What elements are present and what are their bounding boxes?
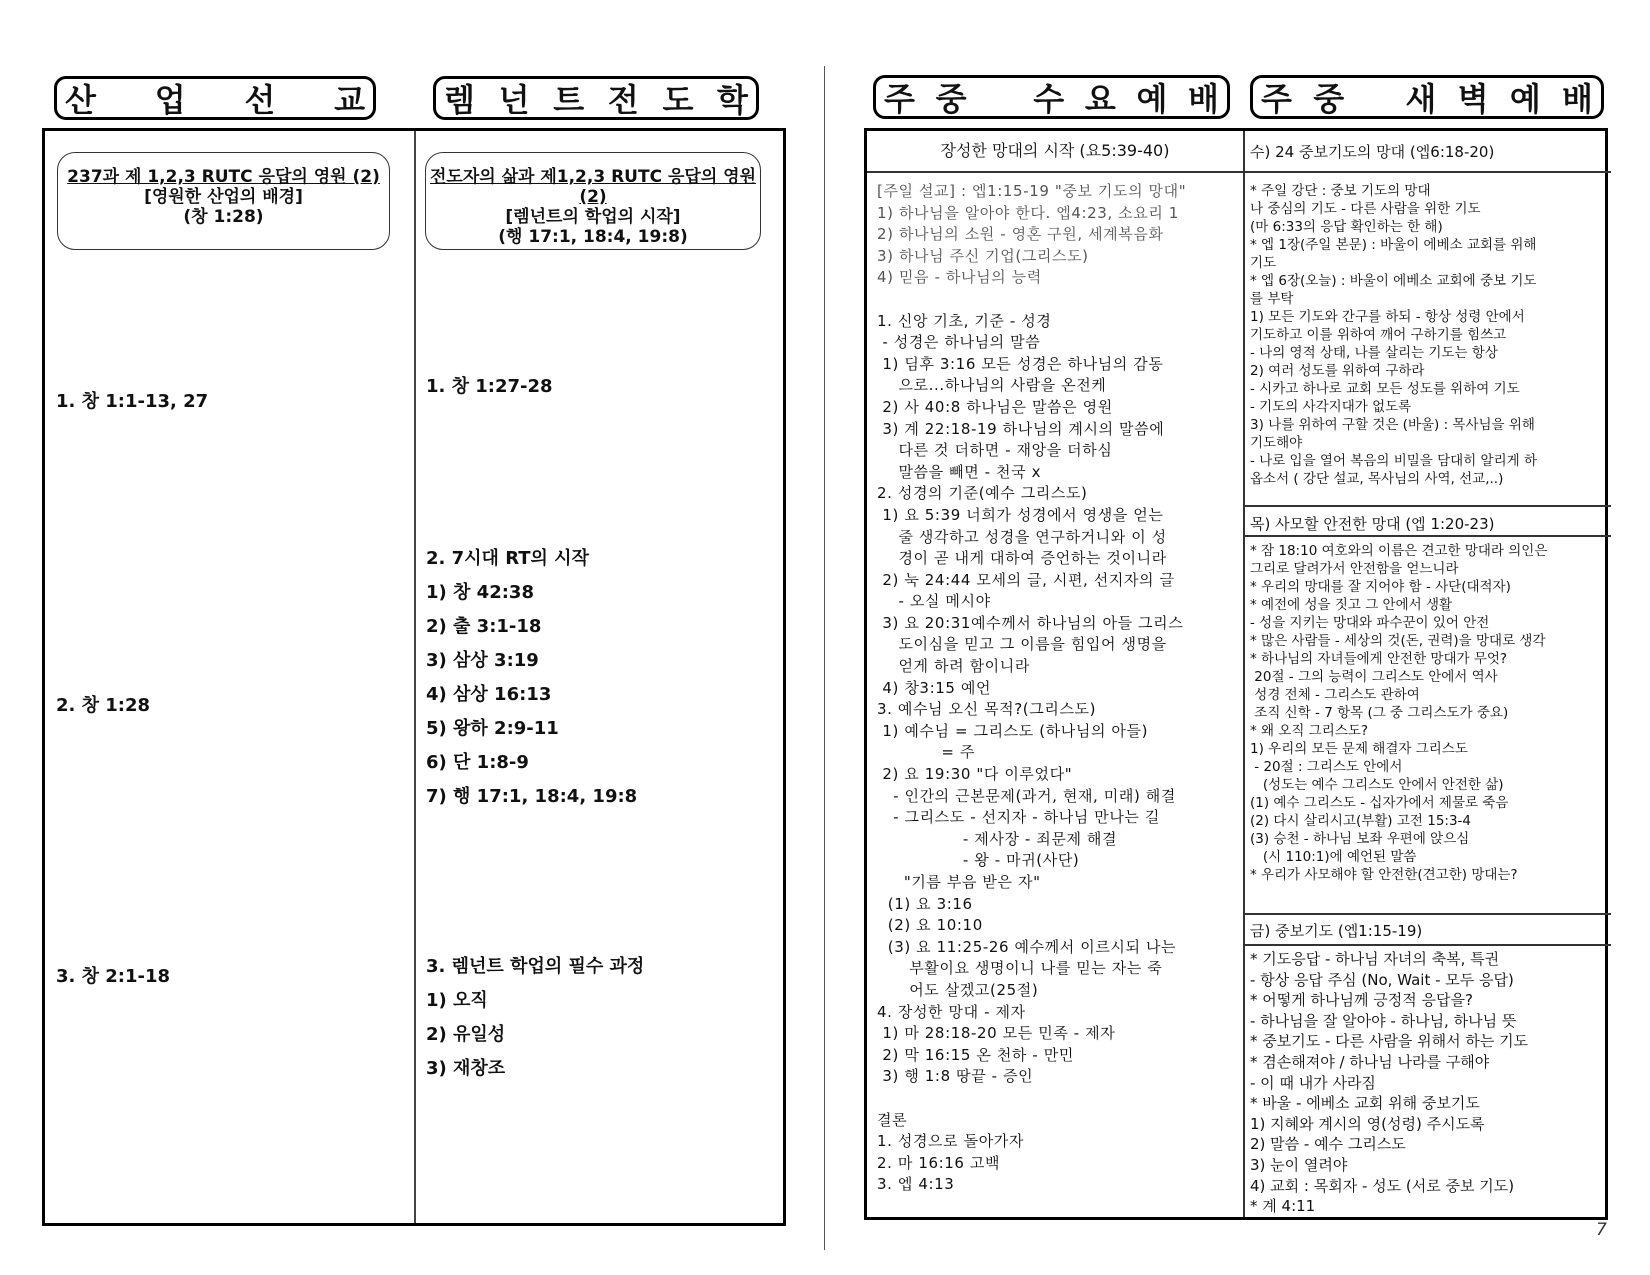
remnant-item: 4) 삼상 16:13 — [426, 684, 552, 705]
text-line: 2) 눅 24:44 모세의 글, 시편, 선지자의 글 — [877, 570, 1175, 589]
text-line: (시 110:1)에 예언된 말씀 — [1250, 849, 1417, 865]
header-char: 중 — [1313, 80, 1345, 118]
text-line: 얻게 하려 함이니라 — [877, 657, 1030, 676]
right-page-box — [864, 128, 1608, 1220]
text-line: 그리로 달려가서 안전함을 얻느니라 — [1250, 561, 1459, 577]
text-line: (1) 요 3:16 — [877, 894, 973, 913]
text-line: 4) 창3:15 예언 — [877, 678, 992, 697]
remnant-item: 3. 렘넌트 학업의 필수 과정 — [426, 956, 645, 977]
header-char: 배 — [1562, 80, 1593, 118]
header-char: 예 — [1509, 80, 1541, 118]
wednesday-sermon-title: 장성한 망대의 시작 (요5:39-40) — [940, 141, 1170, 160]
text-line: 1) 우리의 모든 문제 해결자 그리스도 — [1250, 741, 1468, 757]
text-line: - 기도의 사각지대가 없도록 — [1250, 399, 1412, 415]
text-line: - 나의 영적 상태, 나를 살리는 기도는 항상 — [1250, 345, 1498, 361]
remnant-item: 2) 유일성 — [426, 1024, 506, 1045]
text-line: 1. 신앙 기초, 기준 - 성경 — [877, 311, 1052, 330]
text-line: [주일 설교] : 엡1:15-19 "중보 기도의 망대" — [877, 182, 1187, 200]
text-line: - 나로 입을 열어 복음의 비밀을 담대히 알리게 하 — [1250, 453, 1537, 469]
text-line: * 어떻게 하나님께 긍정적 응답을? — [1250, 991, 1473, 1010]
text-line: 를 부탁 — [1250, 291, 1294, 307]
remnant-title: 전도자의 삶과 제1,2,3 RUTC 응답의 영원 (2) — [429, 167, 757, 207]
text-line: 2. 성경의 기준(예수 그리스도) — [877, 484, 1088, 503]
text-line: 2) 사 40:8 하나님은 말씀은 영원 — [877, 397, 1113, 416]
text-line: 1) 모든 기도와 간구를 하되 - 항상 성령 안에서 — [1250, 309, 1525, 325]
dawn-fri-body — [1250, 949, 1606, 1217]
text-line: 2. 마 16:16 고백 — [877, 1153, 1001, 1172]
header-char: 선 — [244, 81, 276, 119]
text-line: 도이심을 믿고 그 이름을 힘입어 생명을 — [877, 635, 1167, 654]
text-line: 3) 하나님 주신 기업(그리스도) — [877, 246, 1089, 265]
text-line: * 주일 강단 : 중보 기도의 망대 — [1250, 183, 1431, 199]
dawn-thu-body — [1250, 542, 1606, 884]
text-line: (마 6:33의 응답 확인하는 한 해) — [1250, 219, 1443, 235]
row-divider — [867, 171, 1243, 173]
remnant-item: 3) 삼상 3:19 — [426, 650, 539, 671]
text-line: - 하나님을 잘 알아야 - 하나님, 하나님 뜻 — [1250, 1011, 1517, 1030]
header-char: 학 — [717, 81, 748, 119]
row-divider — [1244, 535, 1611, 537]
row-divider — [1244, 171, 1611, 173]
remnant-subtitle: [렘넌트의 학업의 시작] — [505, 207, 681, 227]
text-line: 4) 교회 : 목회자 - 성도 (서로 중보 기도) — [1250, 1176, 1515, 1195]
text-line: (2) 요 10:10 — [877, 916, 983, 935]
text-line: 기도하고 이를 위하여 깨어 구하기를 힘쓰고 — [1250, 327, 1507, 343]
header-char: 렘 — [444, 81, 475, 119]
dawn-wed-body — [1250, 182, 1606, 488]
dawn-fri-title: 금) 중보기도 (엡1:15-19) — [1250, 922, 1423, 940]
text-line: * 하나님의 자녀들에게 안전한 망대가 무엇? — [1250, 651, 1508, 667]
industry-item: 2. 창 1:28 — [56, 695, 151, 716]
text-line: * 엡 6장(오늘) : 바울이 에베소 교회에 중보 기도 — [1250, 273, 1537, 289]
text-line: 3) 행 1:8 땅끝 - 증인 — [877, 1067, 1034, 1086]
text-line: * 기도응답 - 하나님 자녀의 축복, 특권 — [1250, 950, 1500, 968]
text-line: 성경 전체 - 그리스도 관하여 — [1250, 687, 1420, 703]
text-line: 어도 살겠고(25절) — [877, 980, 1039, 999]
remnant-verse: (행 17:1, 18:4, 19:8) — [498, 227, 688, 247]
text-line: 기도해야 — [1250, 435, 1303, 451]
remnant-item: 5) 왕하 2:9-11 — [426, 718, 559, 739]
page-divider — [824, 66, 825, 1250]
text-line: * 예전에 성을 짓고 그 안에서 생활 — [1250, 597, 1453, 613]
text-line: - 이 때 내가 사라짐 — [1250, 1073, 1376, 1092]
header-char: 벽 — [1457, 80, 1489, 118]
text-line: * 겸손해져야 / 하나님 나라를 구해야 — [1250, 1052, 1490, 1071]
text-line — [877, 289, 1237, 311]
text-line: 3. 엡 4:13 — [877, 1175, 955, 1194]
header-char: 산 — [65, 81, 96, 119]
text-line: - 오실 메시야 — [877, 592, 991, 611]
header-char: 전 — [607, 81, 639, 119]
text-line: 줄 생각하고 성경을 연구하거니와 이 성 — [877, 527, 1167, 546]
text-line: 4. 장성한 망대 - 제자 — [877, 1002, 1026, 1021]
text-line: 1) 지혜와 계시의 영(성령) 주시도록 — [1250, 1114, 1485, 1133]
header-industrial-mission — [54, 76, 376, 120]
text-line: 2) 막 16:15 온 천하 - 만민 — [877, 1045, 1074, 1064]
text-line: 3) 요 20:31예수께서 하나님의 아들 그리스 — [877, 613, 1184, 632]
industry-subtitle: [영원한 산업의 배경] — [144, 187, 303, 207]
text-line: 조직 신학 - 7 항목 (그 중 그리스도가 중요) — [1250, 705, 1509, 721]
row-divider — [1244, 913, 1611, 915]
text-line: 나 중심의 기도 - 다른 사람을 위한 기도 — [1250, 201, 1481, 217]
text-line: 2) 요 19:30 "다 이루었다" — [877, 765, 1073, 784]
text-line: 1) 딤후 3:16 모든 성경은 하나님의 감동 — [877, 354, 1164, 373]
text-line: 말씀을 빼면 - 천국 x — [877, 462, 1042, 481]
left-page-box — [42, 128, 786, 1226]
text-line: 기도 — [1250, 255, 1277, 271]
text-line: 1. 성경으로 돌아가자 — [877, 1132, 1024, 1151]
header-char: 배 — [1188, 80, 1219, 118]
text-line: 2) 말씀 - 예수 그리스도 — [1250, 1135, 1406, 1154]
text-line — [877, 1088, 1237, 1110]
text-line: 1) 하나님을 알아야 한다. 엡4:23, 소요리 1 — [877, 203, 1179, 222]
remnant-item: 1) 오직 — [426, 990, 488, 1011]
header-char: 주 — [884, 80, 915, 118]
text-line: 3) 계 22:18-19 하나님의 계시의 말씀에 — [877, 419, 1165, 438]
text-line: 3) 눈이 열려야 — [1250, 1155, 1348, 1174]
text-line: - 성을 지키는 망대와 파수꾼이 있어 안전 — [1250, 615, 1490, 631]
text-line: - 항상 응답 주심 (No, Wait - 모두 응답) — [1250, 970, 1514, 989]
remnant-item: 2) 출 3:1-18 — [426, 616, 542, 637]
header-char: 중 — [935, 80, 967, 118]
text-line: 1) 요 5:39 너희가 성경에서 영생을 얻는 — [877, 505, 1164, 524]
row-divider — [1244, 944, 1611, 946]
text-line: * 왜 오직 그리스도? — [1250, 723, 1369, 739]
header-char: 주 — [1261, 80, 1292, 118]
text-line: 경이 곧 내게 대하여 증언하는 것이니라 — [877, 549, 1167, 568]
page-number: 7 — [1596, 1220, 1607, 1240]
industry-verse: (창 1:28) — [183, 207, 264, 227]
text-line: 다른 것 더하면 - 재앙을 더하심 — [877, 441, 1113, 460]
remnant-item: 2. 7시대 RT의 시작 — [426, 548, 589, 569]
text-line: 2) 여러 성도를 위하여 구하라 — [1250, 363, 1425, 379]
header-char: 도 — [662, 81, 694, 119]
text-line: * 계 4:11 — [1250, 1197, 1316, 1216]
text-line: * 바울 - 에베소 교회 위해 중보기도 — [1250, 1094, 1480, 1113]
header-dawn-service — [1250, 75, 1604, 119]
text-line: (성도는 예수 그리스도 안에서 안전한 삶) — [1250, 777, 1504, 793]
text-line: (2) 다시 살리시고(부활) 고전 15:3-4 — [1250, 813, 1472, 829]
text-line: - 성경은 하나님의 말씀 — [877, 333, 1041, 352]
column-divider — [1243, 131, 1245, 1217]
text-line: * 잠 18:10 여호와의 이름은 견고한 망대라 의인은 — [1250, 543, 1548, 559]
remnant-item: 7) 행 17:1, 18:4, 19:8 — [426, 786, 638, 807]
text-line: - 20절 : 그리스도 안에서 — [1250, 759, 1403, 775]
text-line: "기름 부음 받은 자" — [877, 873, 1041, 891]
text-line: 으로...하나님의 사람을 온전케 — [877, 376, 1107, 395]
text-line: 1) 마 28:18-20 모든 민족 - 제자 — [877, 1024, 1116, 1043]
header-char: 교 — [334, 81, 365, 119]
text-line: 1) 예수님 = 그리스도 (하나님의 아들) — [877, 721, 1149, 740]
text-line: - 그리스도 - 선지자 - 하나님 만나는 길 — [877, 808, 1160, 827]
header-char: 업 — [154, 81, 186, 119]
text-line: - 시카고 하나로 교회 모든 성도를 위하여 기도 — [1250, 381, 1520, 397]
industry-title: 237과 제 1,2,3 RUTC 응답의 영원 (2) — [67, 167, 380, 187]
header-char: 새 — [1405, 80, 1437, 118]
text-line: * 많은 사람들 - 세상의 것(돈, 권력)을 망대로 생각 — [1250, 633, 1546, 649]
text-line: = 주 — [877, 743, 976, 762]
remnant-item: 3) 재창조 — [426, 1058, 506, 1079]
industry-title-box — [57, 152, 390, 250]
text-line: - 제사장 - 죄문제 해결 — [877, 829, 1118, 848]
text-line: 20절 - 그의 능력이 그리스도 안에서 역사 — [1250, 669, 1498, 685]
wednesday-sermon-body — [877, 181, 1237, 1196]
header-wednesday-service — [873, 75, 1230, 119]
text-line: * 우리의 망대를 잘 지어야 함 - 사단(대적자) — [1250, 579, 1511, 595]
text-line: 부활이요 생명이니 나를 믿는 자는 죽 — [877, 959, 1163, 978]
text-line: (3) 요 11:25-26 예수께서 이르시되 나는 — [877, 937, 1177, 956]
text-line: 옵소서 ( 강단 설교, 목사님의 사역, 선교,..) — [1250, 471, 1504, 487]
dawn-wed-title: 수) 24 중보기도의 망대 (엡6:18-20) — [1250, 143, 1495, 161]
text-line: - 왕 - 마귀(사단) — [877, 851, 1080, 870]
remnant-title-box — [425, 152, 761, 250]
header-char: 수 — [1033, 80, 1065, 118]
text-line: * 엡 1장(주일 본문) : 바울이 에베소 교회를 위해 — [1250, 237, 1537, 253]
column-divider — [414, 131, 416, 1223]
header-char: 예 — [1136, 80, 1168, 118]
text-line: * 우리가 사모해야 할 안전한(견고한) 망대는? — [1250, 867, 1518, 883]
text-line: 3) 나를 위하여 구할 것은 (바울) : 목사님을 위해 — [1250, 417, 1535, 433]
remnant-item: 1) 창 42:38 — [426, 582, 534, 603]
remnant-item: 6) 단 1:8-9 — [426, 752, 529, 773]
text-line: * 중보기도 - 다른 사람을 위해서 하는 기도 — [1250, 1032, 1529, 1051]
header-char: 넌 — [498, 81, 530, 119]
row-divider — [1244, 505, 1611, 507]
remnant-item: 1. 창 1:27-28 — [426, 376, 553, 397]
text-line: 결론 — [877, 1110, 908, 1129]
industry-item: 3. 창 2:1-18 — [56, 966, 171, 987]
text-line: 3. 예수님 오신 목적?(그리스도) — [877, 700, 1097, 719]
header-char: 트 — [553, 81, 585, 119]
industry-item: 1. 창 1:1-13, 27 — [56, 391, 209, 412]
dawn-thu-title: 목) 사모할 안전한 망대 (엡 1:20-23) — [1250, 515, 1495, 533]
text-line: 2) 하나님의 소원 - 영혼 구원, 세계복음화 — [877, 225, 1164, 244]
text-line: (1) 예수 그리스도 - 십자가에서 제물로 죽음 — [1250, 795, 1509, 811]
header-char: 요 — [1084, 80, 1116, 118]
text-line: (3) 승천 - 하나님 보좌 우편에 앉으심 — [1250, 831, 1470, 847]
text-line: 4) 믿음 - 하나님의 능력 — [877, 268, 1042, 287]
header-remnant-evangelism — [433, 76, 759, 120]
text-line: - 인간의 근본문제(과거, 현재, 미래) 해결 — [877, 786, 1176, 805]
